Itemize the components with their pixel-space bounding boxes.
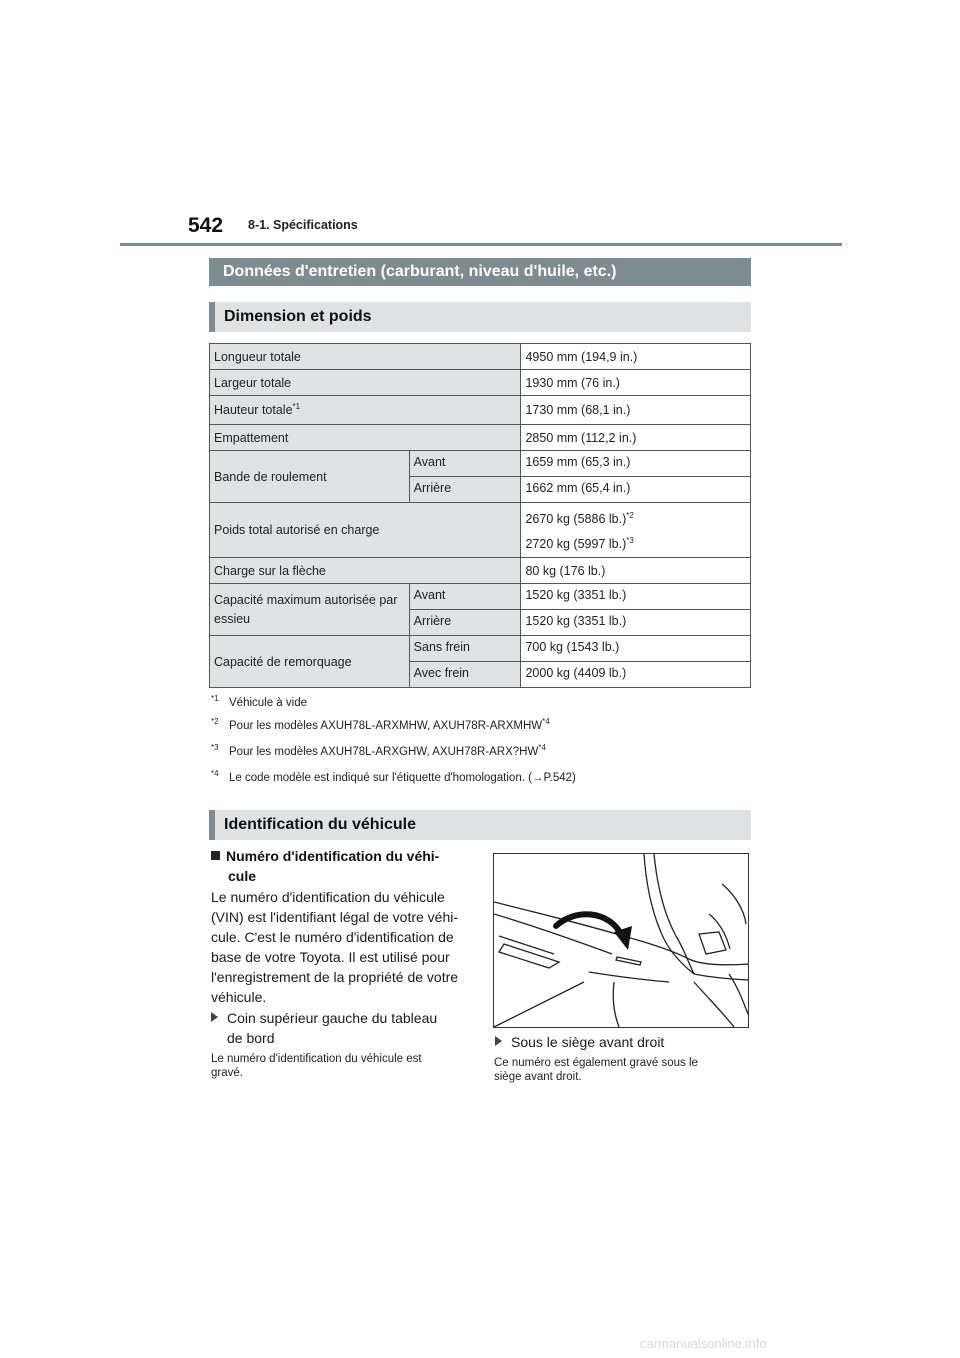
- table-value: 1730 mm (68,1 in.): [521, 396, 751, 425]
- note-line: siège avant droit.: [494, 1071, 582, 1083]
- table-label: Charge sur la flèche: [210, 558, 521, 584]
- footnote-3: [211, 743, 546, 758]
- table-label: [210, 584, 410, 636]
- table-value: [521, 503, 751, 558]
- subsection-identification-title: Identification du véhicule: [209, 810, 751, 840]
- table-value: 2000 kg (4409 lb.): [521, 662, 751, 688]
- dashboard-vin-illustration: [493, 853, 749, 1028]
- location-item-2-line: [495, 1032, 755, 1052]
- note-line: Ce numéro est également gravé sous le: [494, 1057, 698, 1069]
- poids-value-1: [525, 505, 746, 530]
- poids-value-2: [525, 530, 746, 555]
- hauteur-label: Hauteur totale: [214, 403, 293, 418]
- triangle-bullet-icon: [211, 1012, 218, 1022]
- footnote-mark: *1: [211, 694, 219, 703]
- poids-value-2-text: 2720 kg (5997 lb.): [525, 537, 627, 552]
- table-sublabel: Sans frein: [409, 636, 521, 662]
- vin-heading: [211, 846, 473, 886]
- location-item-2-note: [494, 1056, 754, 1084]
- footnote-text: Véhicule à vide: [229, 696, 307, 709]
- footnote-ref: *2: [626, 510, 634, 520]
- table-sublabel: Avec frein: [409, 662, 521, 688]
- table-sublabel: Avant: [409, 451, 521, 477]
- vin-body-line: (VIN) est l'identifiant légal de votre véhi-: [211, 909, 459, 925]
- watermark: carmanualsonline.info: [640, 1336, 767, 1351]
- footnote-2: [211, 717, 550, 732]
- header-rule: [120, 243, 842, 246]
- page-number: 542: [188, 214, 224, 237]
- table-value: 1520 kg (3351 lb.): [521, 584, 751, 610]
- table-row: [210, 396, 751, 425]
- square-bullet-icon: [211, 851, 220, 860]
- location-item-1-line1: [211, 1008, 473, 1028]
- page-ref-arrow-icon: →: [531, 771, 544, 784]
- table-label: Bande de roulement: [210, 451, 410, 503]
- footnote-text: Le code modèle est indiqué sur l'étiquette d'homologation. (: [229, 771, 532, 784]
- location-item-1: [211, 1008, 473, 1048]
- table-label: Poids total autorisé en charge: [210, 503, 521, 558]
- table-value: 1520 kg (3351 lb.): [521, 610, 751, 636]
- footnote-mark: *3: [211, 743, 219, 752]
- table-value: 80 kg (176 lb.): [521, 558, 751, 584]
- footnote-text: Pour les modèles AXUH78L-ARXGHW, AXUH78R-ARX?HW: [229, 745, 539, 758]
- location-item-1-text: Coin supérieur gauche du tableau: [227, 1010, 438, 1026]
- table-row: [210, 451, 751, 477]
- footnote-ref: *1: [292, 402, 301, 412]
- table-row: [210, 425, 751, 451]
- table-value: 4950 mm (194,9 in.): [521, 344, 751, 370]
- vin-body: [211, 887, 481, 1007]
- table-value: 1659 mm (65,3 in.): [521, 451, 751, 477]
- table-sublabel: Avant: [409, 584, 521, 610]
- vin-body-line: véhicule.: [211, 989, 267, 1005]
- footnote-ref: *4: [538, 743, 546, 752]
- table-sublabel: Arrière: [409, 610, 521, 636]
- vin-body-line: l'enregistrement de la propriété de votre: [211, 969, 459, 985]
- subsection-dimension-title: Dimension et poids: [209, 302, 751, 332]
- vin-body-line: Le numéro d'identification du véhicule: [211, 889, 445, 905]
- essieu-label-line1: Capacité maximum autorisée par: [214, 592, 398, 607]
- table-label: Capacité de remorquage: [210, 636, 410, 688]
- table-sublabel: Arrière: [409, 477, 521, 503]
- table-value: 2850 mm (112,2 in.): [521, 425, 751, 451]
- footnote-1: [211, 694, 307, 709]
- dimension-table: [209, 343, 751, 688]
- dashboard-line-drawing: [494, 854, 748, 1027]
- vin-heading-line1: [211, 846, 473, 866]
- table-label: [210, 396, 521, 425]
- footnote-ref: *4: [542, 717, 550, 726]
- table-label: Longueur totale: [210, 344, 521, 370]
- table-row: [210, 584, 751, 610]
- triangle-bullet-icon: [495, 1036, 502, 1046]
- footnote-text: Pour les modèles AXUH78L-ARXMHW, AXUH78R-ARXMHW: [229, 719, 543, 732]
- poids-value-1-text: 2670 kg (5886 lb.): [525, 512, 627, 526]
- table-row: [210, 503, 751, 558]
- footnote-ref: *3: [626, 536, 634, 545]
- location-item-1-note: [211, 1052, 473, 1080]
- note-line: Le numéro d'identification du véhicule est: [211, 1053, 422, 1065]
- footnote-4: [211, 769, 576, 784]
- essieu-label-line2: essieu: [214, 611, 251, 626]
- location-item-2: [495, 1032, 755, 1052]
- table-label: Empattement: [210, 425, 521, 451]
- table-row: [210, 558, 751, 584]
- table-value: 700 kg (1543 lb.): [521, 636, 751, 662]
- vin-body-line: cule. C'est le numéro d'identification de: [211, 929, 454, 945]
- table-value: 1930 mm (76 in.): [521, 370, 751, 396]
- table-row: [210, 636, 751, 662]
- location-item-2-text: Sous le siège avant droit: [511, 1034, 665, 1050]
- chapter-title: 8-1. Spécifications: [248, 218, 358, 232]
- footnote-mark: *2: [211, 717, 219, 726]
- vin-body-line: base de votre Toyota. Il est utilisé pour: [211, 949, 450, 965]
- section-title: Données d'entretien (carburant, niveau d'huile, etc.): [209, 258, 751, 286]
- table-row: [210, 370, 751, 396]
- note-line: gravé.: [211, 1067, 243, 1079]
- footnote-mark: *4: [211, 769, 219, 778]
- page-reference-link[interactable]: P.542): [543, 771, 576, 784]
- table-label: Largeur totale: [210, 370, 521, 396]
- vin-heading-text-2: cule: [228, 868, 257, 884]
- vin-heading-text-1: Numéro d'identification du véhi-: [226, 848, 440, 864]
- location-item-1-text-2: de bord: [227, 1030, 275, 1046]
- table-value: 1662 mm (65,4 in.): [521, 477, 751, 503]
- table-row: [210, 344, 751, 370]
